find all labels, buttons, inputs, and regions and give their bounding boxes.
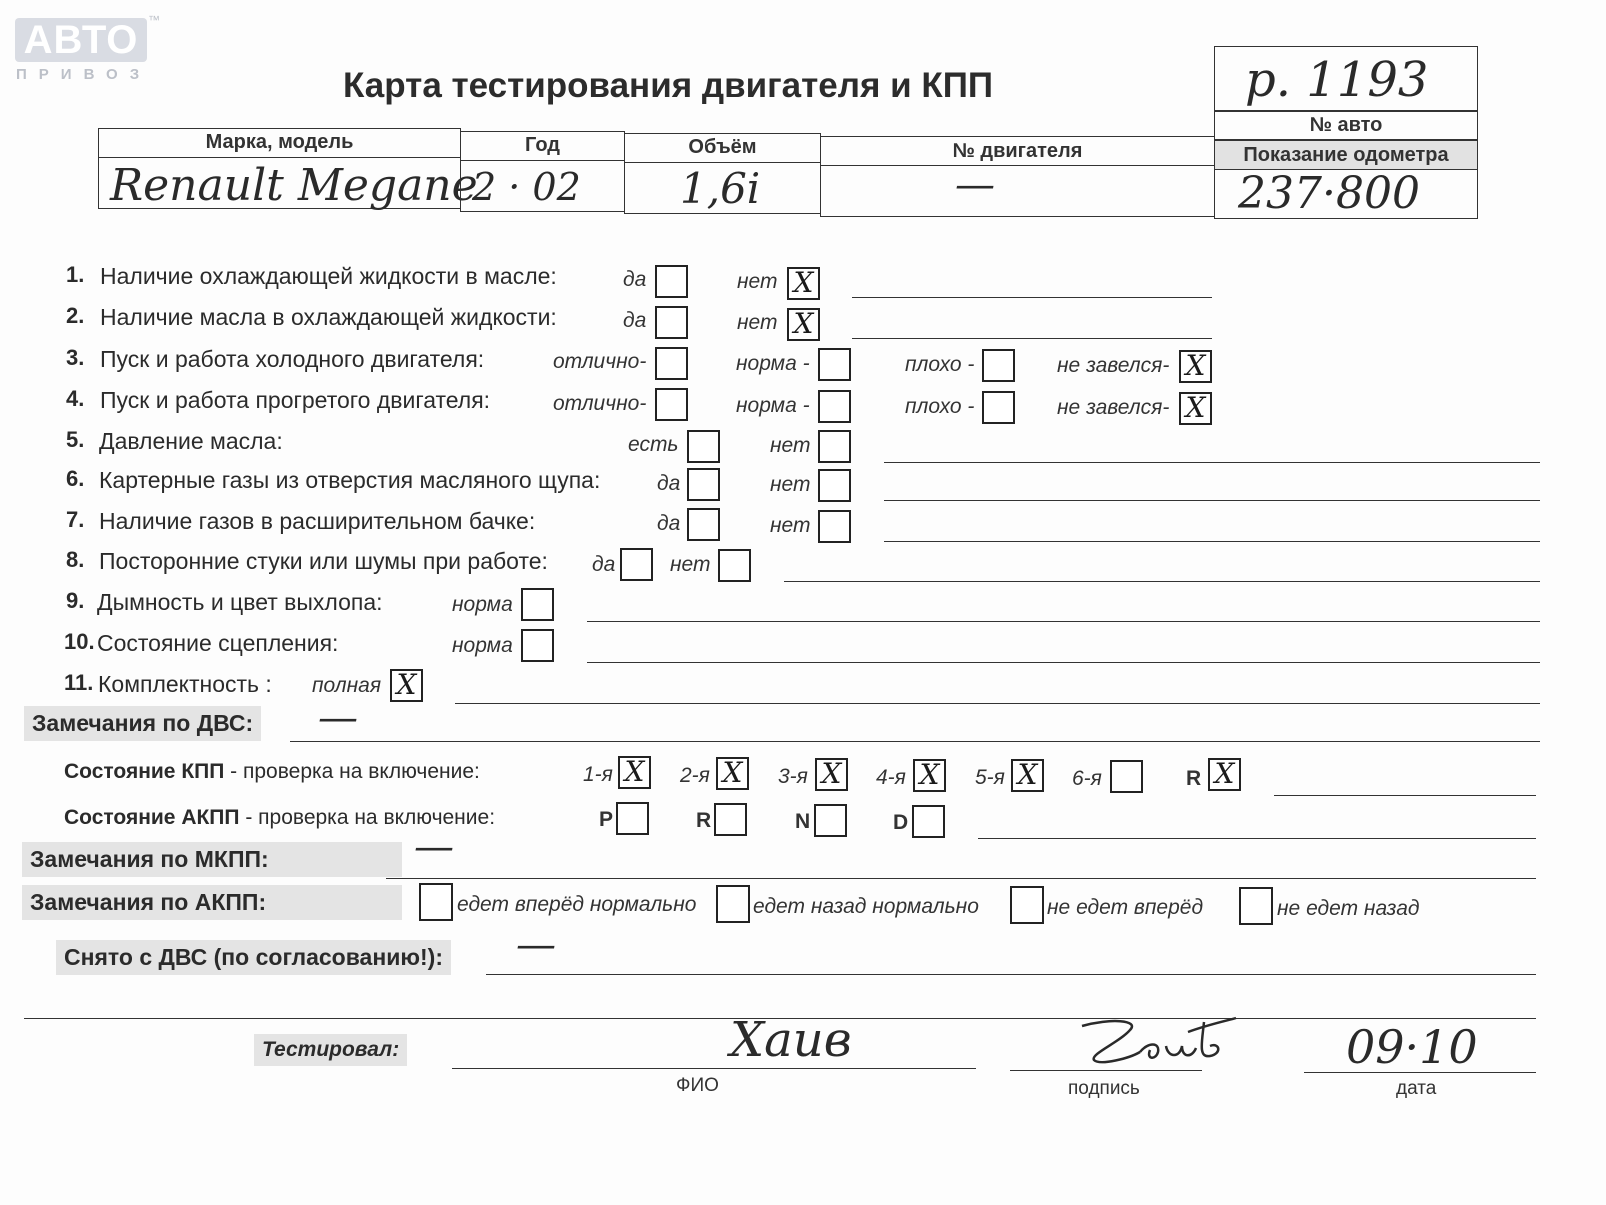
tester-name-value: Хаив (730, 1012, 852, 1068)
q5-note-line (884, 462, 1540, 463)
odometer-label: Показание одометра (1243, 144, 1449, 166)
q3-opt1-label: отлично- (553, 350, 647, 373)
engine-value: — (955, 162, 995, 208)
q3-opt4-checkbox[interactable]: X (1179, 350, 1212, 383)
q3-opt2-label: норма - (736, 352, 810, 375)
gear-r-label: R (1186, 767, 1202, 790)
q6-note-line (884, 500, 1540, 501)
odometer-value: 237·800 (1238, 168, 1420, 219)
q6-opt2-checkbox[interactable] (818, 469, 851, 502)
gear-r-checkbox[interactable]: X (1208, 758, 1241, 791)
mode-n-label: N (795, 810, 811, 833)
akpp-note-line (978, 838, 1536, 839)
removed-label: Снято с ДВС (по согласованию!): (56, 940, 451, 975)
q7-number: 7. (66, 507, 85, 532)
q5-opt1-checkbox[interactable] (687, 430, 720, 463)
brand-logo (15, 18, 147, 62)
q4-opt1-checkbox[interactable] (655, 388, 688, 421)
q9-text: Дымность и цвет выхлопа: (97, 589, 383, 615)
q4-opt1-label: отлично- (553, 392, 647, 415)
mode-d-checkbox[interactable] (912, 805, 945, 838)
gear1-label: 1-я (583, 763, 613, 786)
q6-opt1-checkbox[interactable] (687, 468, 720, 501)
mode-p-label: P (599, 808, 614, 831)
volume-value: 1,6i (680, 164, 761, 213)
mode-r-label: R (696, 809, 712, 832)
kpp-label-bold: Состояние КПП (64, 760, 225, 783)
q10-number: 10. (64, 629, 95, 654)
q7-opt1-label: да (657, 512, 681, 535)
q8-opt1-label: да (592, 553, 616, 576)
gear6-label: 6-я (1072, 767, 1102, 790)
q7-opt2-checkbox[interactable] (818, 510, 851, 543)
gear6-checkbox[interactable] (1110, 760, 1143, 793)
q10-note-line (587, 662, 1540, 663)
q8-opt2-label: нет (670, 553, 711, 576)
q4-opt2-label: норма - (736, 394, 810, 417)
engine-label: № двигателя (952, 140, 1083, 162)
car-id-label: № авто (1309, 114, 1383, 136)
q7-opt1-checkbox[interactable] (687, 508, 720, 541)
gear2-checkbox[interactable]: X (716, 757, 749, 790)
q8-opt1-checkbox[interactable] (620, 548, 653, 581)
gear5-checkbox[interactable]: X (1011, 759, 1044, 792)
q2-text: Наличие масла в охлаждающей жидкости: (100, 304, 557, 330)
signature-image (1070, 1012, 1240, 1072)
q11-note-line (455, 703, 1540, 704)
kpp-note-line (1274, 795, 1536, 796)
engine-value-cell (820, 165, 1215, 217)
q3-opt2-checkbox[interactable] (818, 348, 851, 381)
q8-opt2-checkbox[interactable] (718, 549, 751, 582)
q1-opt2-checkbox[interactable]: X (787, 267, 820, 300)
date-line (1304, 1072, 1536, 1073)
make-value: Renault Megane (110, 160, 478, 211)
gear4-label: 4-я (876, 766, 906, 789)
akpp-no-forward-label: не едет вперёд (1047, 896, 1204, 919)
q6-opt2-label: нет (770, 473, 811, 496)
removed-value: — (516, 922, 556, 968)
gear2-label: 2-я (680, 764, 710, 787)
date-label: дата (1396, 1078, 1437, 1099)
q3-opt4-label: не завелся- (1057, 354, 1170, 377)
q8-note-line (784, 581, 1540, 582)
signature-label: подпись (1068, 1078, 1140, 1099)
q11-number: 11. (64, 670, 94, 695)
q3-opt3-label: плохо - (905, 353, 975, 376)
q2-number: 2. (66, 303, 85, 328)
akpp-no-forward-checkbox[interactable] (1010, 886, 1044, 924)
mode-d-label: D (893, 811, 909, 834)
year-label: Год (525, 134, 560, 156)
q1-opt2-label: нет (737, 270, 778, 293)
q5-opt1-label: есть (628, 433, 679, 456)
q11-text: Комплектность : (98, 671, 272, 697)
q9-number: 9. (66, 588, 85, 613)
gear3-checkbox[interactable]: X (815, 758, 848, 791)
q3-number: 3. (66, 345, 85, 370)
q4-opt3-label: плохо - (905, 395, 975, 418)
removed-line (486, 974, 1536, 975)
q1-opt1-label: да (623, 268, 647, 291)
q8-number: 8. (66, 547, 85, 572)
q9-opt1-label: норма (452, 593, 513, 616)
gear1-checkbox[interactable]: X (618, 756, 651, 789)
logo-text: АВТО (23, 18, 139, 62)
q4-opt4-checkbox[interactable]: X (1179, 392, 1212, 425)
date-value: 09·10 (1346, 1020, 1478, 1074)
kpp-label-rest: - проверка на включение: (224, 760, 480, 783)
q2-opt2-label: нет (737, 311, 778, 334)
akpp-forward-ok-label: едет вперёд нормально (457, 893, 697, 916)
gear3-label: 3-я (778, 765, 808, 788)
akpp-forward-ok-checkbox[interactable] (419, 883, 453, 921)
q4-opt3-checkbox[interactable] (982, 391, 1015, 424)
q5-number: 5. (66, 427, 85, 452)
q10-opt1-label: норма (452, 634, 513, 657)
q5-opt2-label: нет (770, 434, 811, 457)
q11-opt1-label: полная (312, 674, 382, 697)
car-id-value: р. 1193 (1245, 52, 1429, 108)
mkpp-notes-value: — (414, 824, 454, 870)
q1-number: 1. (66, 262, 85, 287)
year-value: 2 · 02 (472, 165, 581, 209)
q2-opt2-checkbox[interactable]: X (787, 308, 820, 341)
mode-p-checkbox[interactable] (616, 802, 649, 835)
q5-opt2-checkbox[interactable] (818, 430, 851, 463)
dvs-notes-value: — (318, 695, 358, 741)
gear4-checkbox[interactable]: X (913, 759, 946, 792)
q2-opt1-checkbox[interactable] (655, 306, 688, 339)
logo-subtitle: ПРИВОЗ (16, 66, 152, 83)
q2-note-line (852, 338, 1212, 339)
q3-text: Пуск и работа холодного двигателя: (100, 346, 485, 372)
q6-number: 6. (66, 466, 85, 491)
mode-n-checkbox[interactable] (814, 804, 847, 837)
name-label: ФИО (676, 1075, 719, 1096)
akpp-backward-ok-label: едет назад нормально (753, 895, 979, 918)
q6-text: Картерные газы из отверстия масляного щупа: (99, 467, 601, 493)
q3-opt3-checkbox[interactable] (982, 349, 1015, 382)
q9-opt1-checkbox[interactable] (521, 588, 554, 621)
mkpp-notes-line (386, 878, 1536, 879)
kpp-label (64, 760, 480, 784)
name-line (452, 1068, 976, 1069)
volume-label: Объём (688, 136, 757, 158)
q2-opt1-label: да (623, 309, 647, 332)
q11-opt1-checkbox[interactable]: X (390, 669, 423, 702)
q4-number: 4. (66, 386, 85, 411)
q1-opt1-checkbox[interactable] (655, 265, 688, 298)
akpp-label-rest: - проверка на включение: (239, 806, 496, 829)
signature-line (1010, 1070, 1202, 1071)
q5-text: Давление масла: (99, 428, 283, 454)
q4-text: Пуск и работа прогретого двигателя: (100, 387, 491, 413)
tested-label: Тестировал: (254, 1034, 407, 1066)
q9-note-line (587, 621, 1540, 622)
gear5-label: 5-я (975, 766, 1005, 789)
q10-text: Состояние сцепления: (97, 630, 339, 656)
trademark-sign: ™ (148, 13, 160, 27)
page-title: Карта тестирования двигателя и КПП (343, 66, 994, 105)
akpp-notes-label: Замечания по АКПП: (22, 885, 402, 920)
akpp-no-backward-checkbox[interactable] (1239, 887, 1273, 925)
q7-opt2-label: нет (770, 514, 811, 537)
akpp-no-backward-label: не едет назад (1277, 897, 1420, 920)
make-label: Марка, модель (205, 131, 354, 153)
q4-opt2-checkbox[interactable] (818, 390, 851, 423)
q1-note-line (852, 297, 1212, 298)
q10-opt1-checkbox[interactable] (521, 629, 554, 662)
mkpp-notes-label: Замечания по МКПП: (22, 842, 402, 877)
q3-opt1-checkbox[interactable] (655, 347, 688, 380)
q7-note-line (884, 541, 1540, 542)
q6-opt1-label: да (657, 472, 681, 495)
mode-r-checkbox[interactable] (714, 803, 747, 836)
q4-opt4-label: не завелся- (1057, 396, 1170, 419)
akpp-label-bold: Состояние АКПП (64, 806, 240, 829)
dvs-notes-line (290, 741, 1540, 742)
akpp-backward-ok-checkbox[interactable] (716, 885, 750, 923)
q8-text: Посторонние стуки или шумы при работе: (99, 548, 548, 574)
q1-text: Наличие охлаждающей жидкости в масле: (100, 263, 557, 289)
dvs-notes-label: Замечания по ДВС: (24, 706, 261, 741)
q7-text: Наличие газов в расширительном бачке: (99, 508, 536, 534)
